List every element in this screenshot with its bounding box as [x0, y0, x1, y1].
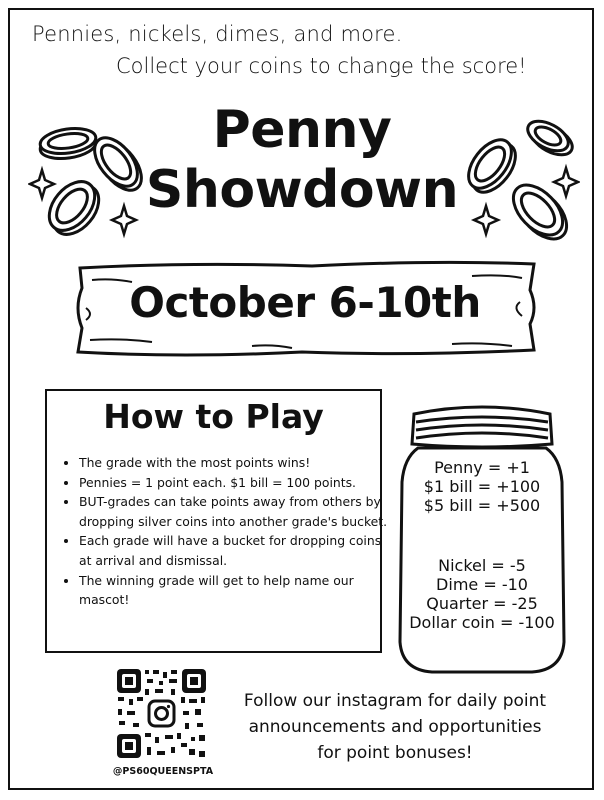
how-to-play-heading: How to Play: [103, 397, 324, 436]
jar-add-values: [402, 458, 562, 515]
jar-value: Quarter = -25: [426, 594, 538, 613]
sparkle-icon: [30, 170, 54, 198]
event-date: October 6-10th: [129, 278, 481, 327]
coin-icon: [39, 125, 98, 162]
tagline-line-2: Collect your coins to change the score!: [116, 54, 527, 78]
qr-code[interactable]: [115, 667, 208, 760]
jar-subtract-values: [402, 556, 562, 632]
jar-value: Nickel = -5: [438, 556, 526, 575]
follow-line: for point bonuses!: [317, 743, 473, 763]
coins-right-illustration: [456, 110, 580, 250]
rule-item: • The winning grade will get to help name our mascot!: [79, 571, 389, 610]
rule-item: • Pennies = 1 point each. $1 bill = 100 points.: [79, 473, 389, 493]
sparkle-icon: [474, 206, 498, 234]
follow-instagram-text: [230, 688, 560, 766]
page-title: [130, 100, 474, 220]
jar-value: $5 bill = +500: [423, 496, 541, 515]
instagram-icon: [146, 698, 177, 729]
jar-value: Dime = -10: [436, 575, 528, 594]
instagram-handle: @PS60QUEENSPTA: [112, 766, 214, 777]
coin-icon: [523, 115, 577, 161]
jar-value: Penny = +1: [434, 458, 530, 477]
mason-jar-icon: [392, 392, 572, 678]
sparkle-icon: [554, 168, 578, 196]
jar-value: $1 bill = +100: [423, 477, 541, 496]
rules-list: [61, 453, 389, 610]
jar-value: Dollar coin = -100: [409, 613, 555, 632]
tagline-line-1: Pennies, nickels, dimes, and more.: [32, 22, 403, 46]
title-line-1: Penny: [212, 100, 392, 160]
how-to-play-box: [45, 389, 388, 653]
follow-line: announcements and opportunities: [248, 717, 542, 737]
rule-item: • The grade with the most points wins!: [79, 453, 389, 473]
rule-item: • Each grade will have a bucket for dropping coins at arrival and dismissal.: [79, 531, 389, 570]
follow-line: Follow our instagram for daily point: [243, 691, 547, 711]
rule-item: • BUT-grades can take points away from others by dropping silver coins into another grade's bucket.: [79, 492, 389, 531]
title-line-2: Showdown: [145, 160, 459, 220]
